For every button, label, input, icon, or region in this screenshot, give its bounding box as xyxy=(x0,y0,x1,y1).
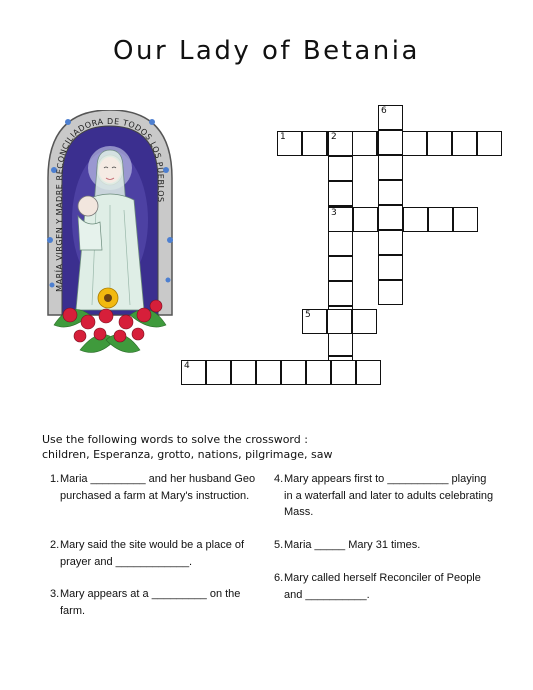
clue-number-label: 4 xyxy=(184,361,190,371)
clue-text: Mary appears at a _________ on the farm. xyxy=(60,588,241,617)
clue-number: 5. xyxy=(274,539,284,551)
crossword-cell[interactable] xyxy=(378,180,403,205)
crossword-cell[interactable] xyxy=(378,105,403,130)
clue-number-label: 2 xyxy=(331,132,337,142)
clue-number-label: 1 xyxy=(280,132,286,142)
frame-inscription: MARÍA VIRGEN Y MADRE RECONCILIADORA DE TODOS LOS PUEBLOS xyxy=(54,116,166,292)
clue-text: Maria _________ and her husband Geo purchased a farm at Mary's instruction. xyxy=(60,473,256,502)
crossword-cell[interactable] xyxy=(328,131,353,156)
crossword-cell[interactable] xyxy=(302,131,327,156)
crossword-cell[interactable] xyxy=(277,131,302,156)
crossword-cell[interactable] xyxy=(378,130,403,155)
crossword-cell[interactable] xyxy=(328,207,353,232)
crossword-cell[interactable] xyxy=(352,131,377,156)
crossword-cell[interactable] xyxy=(453,207,478,232)
clue-6 xyxy=(274,570,494,603)
crossword-cell[interactable] xyxy=(328,156,353,181)
clue-number: 2. xyxy=(50,539,60,551)
crossword-cell[interactable] xyxy=(356,360,381,385)
clue-1 xyxy=(50,471,260,504)
clue-number: 4. xyxy=(274,473,284,485)
clue-text: Mary called herself Reconciler of People and __________. xyxy=(284,572,481,601)
crossword-cell[interactable] xyxy=(281,360,306,385)
clue-5 xyxy=(274,537,494,554)
crossword-cell[interactable] xyxy=(378,230,403,255)
clue-number: 6. xyxy=(274,572,284,584)
crossword-cell[interactable] xyxy=(378,155,403,180)
clue-number: 1. xyxy=(50,473,60,485)
crossword-cell[interactable] xyxy=(352,309,377,334)
page-title: Our Lady of Betania xyxy=(113,36,420,66)
crossword-cell[interactable] xyxy=(181,360,206,385)
crossword-cell[interactable] xyxy=(328,281,353,306)
clue-text: Mary appears first to __________ playing in a waterfall and later to adults celebrating Mass. xyxy=(284,473,494,518)
crossword-cell[interactable] xyxy=(328,331,353,356)
crossword-cell[interactable] xyxy=(328,256,353,281)
crossword-cell[interactable] xyxy=(306,360,331,385)
clue-number-label: 6 xyxy=(381,106,387,116)
crossword-cell[interactable] xyxy=(302,309,327,334)
crossword-cell[interactable] xyxy=(477,131,502,156)
crossword-cell[interactable] xyxy=(328,181,353,206)
clue-3 xyxy=(50,586,260,619)
crossword-cell[interactable] xyxy=(378,205,403,230)
clue-text: Mary said the site would be a place of prayer and ____________. xyxy=(60,539,245,568)
crossword-cell[interactable] xyxy=(206,360,231,385)
instructions xyxy=(42,432,502,462)
crossword-cell[interactable] xyxy=(402,131,427,156)
word-bank: children, Esperanza, grotto, nations, pilgrimage, saw xyxy=(42,448,333,461)
clue-text: Maria _____ Mary 31 times. xyxy=(284,539,421,551)
crossword-cell[interactable] xyxy=(331,360,356,385)
instructions-line: Use the following words to solve the crossword : xyxy=(42,433,308,446)
crossword-cell[interactable] xyxy=(428,207,453,232)
crossword-cell[interactable] xyxy=(231,360,256,385)
clue-4 xyxy=(274,471,494,521)
crossword-cell[interactable] xyxy=(327,309,352,334)
crossword-cell[interactable] xyxy=(256,360,281,385)
crossword-cell[interactable] xyxy=(378,280,403,305)
clue-number-label: 3 xyxy=(331,208,337,218)
crossword-cell[interactable] xyxy=(427,131,452,156)
clue-number-label: 5 xyxy=(305,310,311,320)
crossword-cell[interactable] xyxy=(328,231,353,256)
crossword-cell[interactable] xyxy=(353,207,378,232)
clue-2 xyxy=(50,537,260,570)
crossword-cell[interactable] xyxy=(378,255,403,280)
clue-number: 3. xyxy=(50,588,60,600)
crossword-cell[interactable] xyxy=(452,131,477,156)
crossword-cell[interactable] xyxy=(403,207,428,232)
